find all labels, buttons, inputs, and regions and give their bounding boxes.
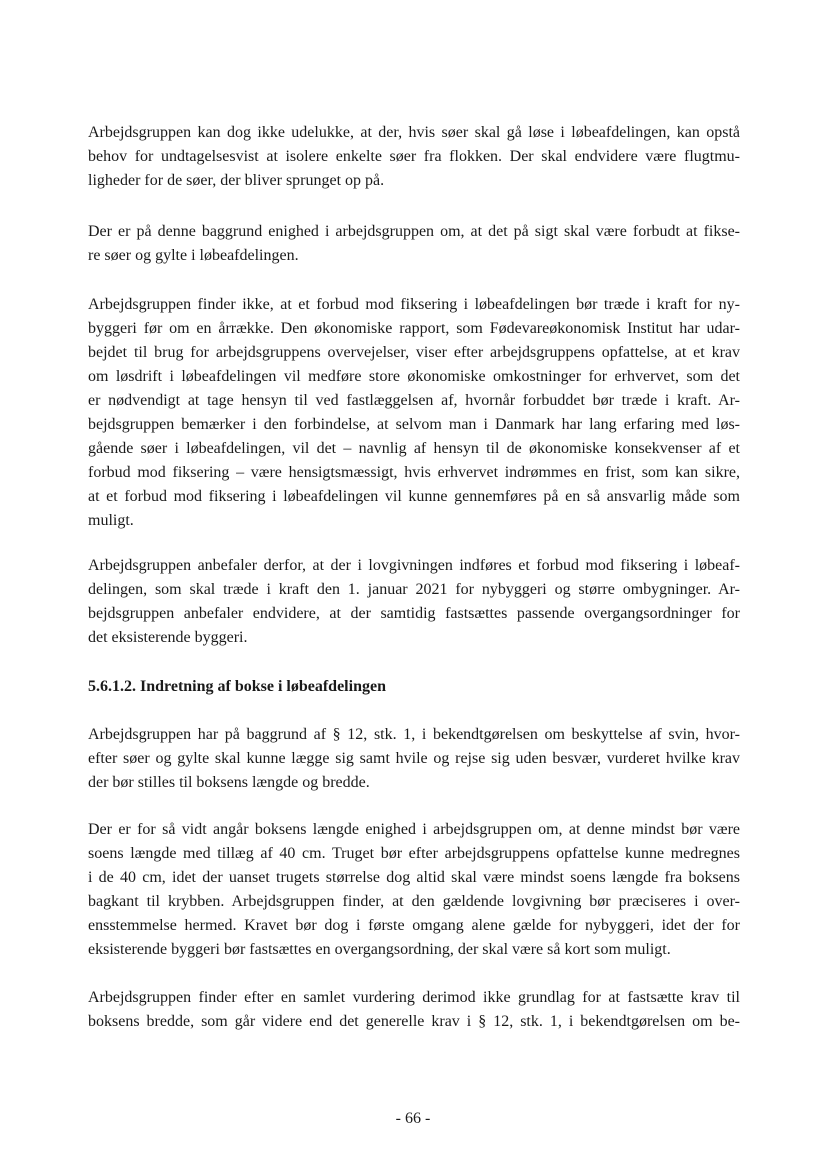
text-line: soens længde med tillæg af 40 cm. Truget bør efter arbejdsgruppens opfattelse kunne medregnes bbox=[88, 845, 740, 862]
text-line: Der er for så vidt angår boksens længde enighed i arbejdsgruppen om, at denne mindst bør være bbox=[88, 821, 740, 838]
text-line: er nødvendigt at tage hensyn til ved fastlæggelsen af, hvornår forbuddet bør træde i kraft. Ar- bbox=[88, 392, 740, 409]
text-line: at et forbud mod fiksering i løbeafdelingen vil kunne gennemføres på en så ansvarlig måde som bbox=[88, 488, 740, 505]
text-line: delingen, som skal træde i kraft den 1. januar 2021 for nybyggeri og større ombygninger. Ar- bbox=[88, 581, 740, 598]
text-line: Der er på denne baggrund enighed i arbejdsgruppen om, at det på sigt skal være forbudt at fikse- bbox=[88, 223, 740, 240]
text-line: ensstemmelse hermed. Kravet bør dog i første omgang alene gælde for nybyggeri, idet der for bbox=[88, 917, 740, 934]
text-line: det eksisterende byggeri. bbox=[88, 629, 248, 646]
page-number: - 66 - bbox=[395, 1110, 431, 1127]
text-line: muligt. bbox=[88, 512, 134, 529]
text-line: re søer og gylte i løbeafdelingen. bbox=[88, 247, 299, 264]
section-heading: 5.6.1.2. Indretning af bokse i løbeafdelingen bbox=[88, 678, 386, 695]
text-line: bejdet til brug for arbejdsgruppens overvejelser, viser efter arbejdsgruppens opfattelse, at et krav bbox=[88, 344, 740, 361]
text-line: ligheder for de søer, der bliver sprunget op på. bbox=[88, 172, 385, 189]
text-line: Arbejdsgruppen finder ikke, at et forbud mod fiksering i løbeafdelingen bør træde i kraft for ny- bbox=[88, 296, 740, 313]
paragraph-6 bbox=[88, 818, 740, 962]
text-line: efter søer og gylte skal kunne lægge sig samt hvile og rejse sig uden besvær, vurderet hvilke krav bbox=[88, 750, 740, 767]
paragraph-3 bbox=[88, 293, 740, 533]
paragraph-1 bbox=[88, 121, 740, 193]
paragraph-5 bbox=[88, 723, 740, 795]
text-line: gående søer i løbeafdelingen, vil det – navnlig af hensyn til de økonomiske konsekvenser af et bbox=[88, 440, 740, 457]
text-line: boksens bredde, som går videre end det generelle krav i § 12, stk. 1, i bekendtgørelsen om be- bbox=[88, 1013, 740, 1030]
paragraph-7 bbox=[88, 986, 740, 1034]
text-line: byggeri før om en årrække. Den økonomiske rapport, som Fødevareøkonomisk Institut har udar- bbox=[88, 320, 740, 337]
text-line: bejdsgruppen anbefaler endvidere, at der samtidig fastsættes passende overgangsordninger for bbox=[88, 605, 740, 622]
text-line: behov for undtagelsesvist at isolere enkelte søer fra flokken. Der skal endvidere være flugtmu- bbox=[88, 148, 740, 165]
text-line: Arbejdsgruppen finder efter en samlet vurdering derimod ikke grundlag for at fastsætte krav til bbox=[88, 989, 740, 1006]
text-line: Arbejdsgruppen kan dog ikke udelukke, at der, hvis søer skal gå løse i løbeafdelingen, kan opstå bbox=[88, 124, 740, 141]
text-line: Arbejdsgruppen anbefaler derfor, at der i lovgivningen indføres et forbud mod fiksering i løbeaf- bbox=[88, 557, 740, 574]
text-line: Arbejdsgruppen har på baggrund af § 12, stk. 1, i bekendtgørelsen om beskyttelse af svin, hvor- bbox=[88, 726, 740, 743]
text-line: eksisterende byggeri bør fastsættes en overgangsordning, der skal være så kort som muligt. bbox=[88, 941, 671, 958]
text-line: bejdsgruppen bemærker i den forbindelse, at selvom man i Danmark har lang erfaring med løs- bbox=[88, 416, 740, 433]
text-line: forbud mod fiksering – være hensigtsmæssigt, hvis erhvervet indrømmes en frist, som kan sikre, bbox=[88, 464, 740, 481]
text-line: i de 40 cm, idet der uanset trugets størrelse dog altid skal være mindst soens længde fra boksens bbox=[88, 869, 740, 886]
text-line: der bør stilles til boksens længde og bredde. bbox=[88, 774, 370, 791]
paragraph-4 bbox=[88, 554, 740, 650]
paragraph-2 bbox=[88, 220, 740, 268]
text-line: bagkant til krybben. Arbejdsgruppen finder, at den gældende lovgivning bør præciseres i over- bbox=[88, 893, 740, 910]
text-line: om løsdrift i løbeafdelingen vil medføre store økonomiske omkostninger for erhvervet, som det bbox=[88, 368, 740, 385]
